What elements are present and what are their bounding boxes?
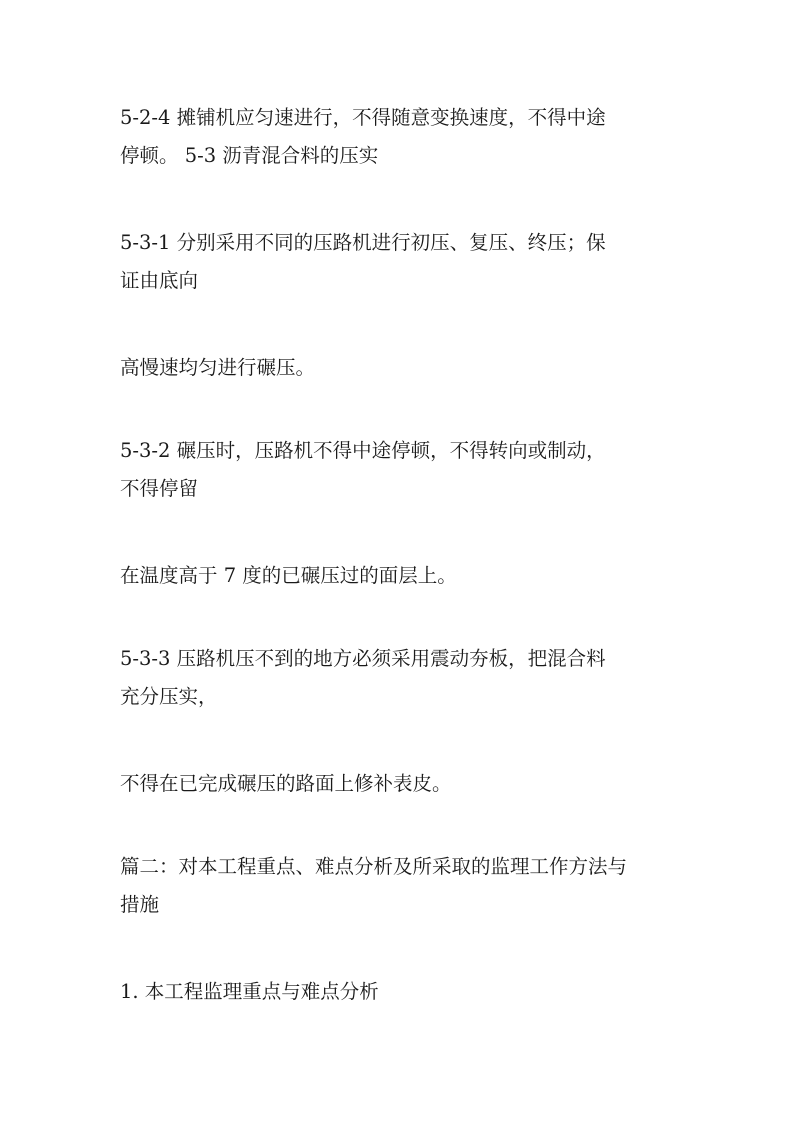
text-line: 停顿。 5-3 沥青混合料的压实 — [120, 144, 379, 167]
text-line: 充分压实， — [120, 685, 218, 708]
paragraph-continuation — [120, 557, 680, 595]
text-line: 1. 本工程监理重点与难点分析 — [120, 980, 379, 1003]
subsection-heading-1 — [120, 973, 680, 1011]
paragraph-5-3-2 — [120, 432, 680, 508]
text-line: 措施 — [120, 893, 160, 916]
paragraph-5-2-4 — [120, 99, 680, 175]
text-line: 高慢速均匀进行碾压。 — [120, 356, 316, 379]
text-line: 篇二：对本工程重点、难点分析及所采取的监理工作方法与 — [120, 855, 628, 878]
text-line: 不得在已完成碾压的路面上修补表皮。 — [120, 772, 452, 795]
section-heading-part-two — [120, 848, 680, 924]
text-line: 证由底向 — [120, 269, 199, 292]
text-line: 在温度高于 7 度的已碾压过的面层上。 — [120, 564, 457, 587]
text-line: 5-3-3 压路机压不到的地方必须采用震动夯板，把混合料 — [120, 647, 606, 670]
text-line: 5-2-4 摊铺机应匀速进行，不得随意变换速度，不得中途 — [120, 106, 606, 129]
paragraph-5-3-3 — [120, 640, 680, 716]
paragraph-continuation — [120, 765, 680, 803]
text-line: 5-3-1 分别采用不同的压路机进行初压、复压、终压；保 — [120, 231, 606, 254]
paragraph-continuation — [120, 349, 680, 387]
paragraph-5-3-1 — [120, 224, 680, 300]
text-line: 5-3-2 碾压时，压路机不得中途停顿，不得转向或制动， — [120, 439, 606, 462]
text-line: 不得停留 — [120, 477, 199, 500]
